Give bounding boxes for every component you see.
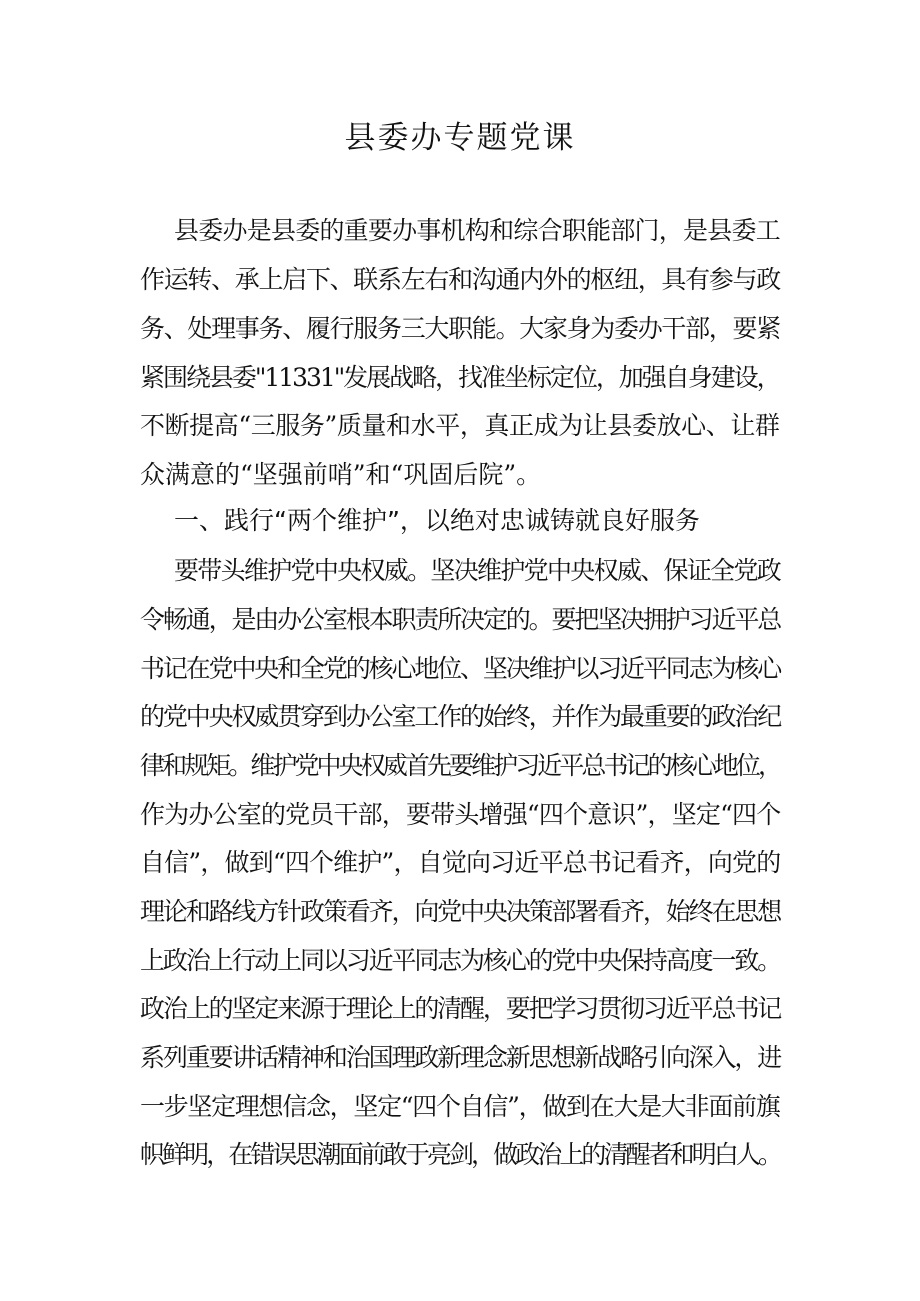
paragraph-2-line: 一步坚定理想信念，坚定“四个自信”，做到在大是大非面前旗 — [140, 1092, 780, 1121]
paragraph-2-line: 系列重要讲话精神和治国理政新理念新思想新战略引向深入，进 — [140, 1043, 781, 1072]
paragraph-1-line: 众满意的“坚强前哨”和“巩固后院”。 — [140, 460, 542, 489]
section-heading: 一、践行“两个维护”，以绝对忠诚铸就良好服务 — [174, 506, 700, 535]
paragraph-2-line: 自信”，做到“四个维护”，自觉向习近平总书记看齐，向党的 — [140, 848, 781, 877]
paragraph-2-line: 要带头维护党中央权威。坚决维护党中央权威、保证全党政 — [174, 556, 781, 585]
page-title: 县委办专题党课 — [344, 120, 576, 156]
paragraph-1-line: 紧围绕县委"11331"发展战略，找准坐标定位，加强自身建设， — [140, 363, 780, 392]
paragraph-2-line: 的党中央权威贯穿到办公室工作的始终，并作为最重要的政治纪 — [140, 702, 781, 731]
paragraph-2-line: 上政治上行动上同以习近平同志为核心的党中央保持高度一致。 — [140, 946, 781, 975]
paragraph-1-line: 务、处理事务、履行服务三大职能。大家身为委办干部，要紧 — [140, 314, 780, 343]
paragraph-1-line: 作运转、承上启下、联系左右和沟通内外的枢纽，具有参与政 — [140, 265, 780, 294]
paragraph-2-line: 令畅通，是由办公室根本职责所决定的。要把坚决拥护习近平总 — [140, 605, 781, 634]
paragraph-2-line: 律和规矩。维护党中央权威首先要维护习近平总书记的核心地位， — [140, 751, 781, 780]
paragraph-2-line: 作为办公室的党员干部，要带头增强“四个意识”，坚定“四个 — [140, 800, 781, 829]
paragraph-2-line: 帜鲜明，在错误思潮面前敢于亮剑，做政治上的清醒者和明白人。 — [140, 1140, 781, 1169]
paragraph-2-line: 政治上的坚定来源于理论上的清醒，要把学习贯彻习近平总书记 — [140, 994, 781, 1023]
paragraph-2-line: 理论和路线方针政策看齐，向党中央决策部署看齐，始终在思想 — [140, 897, 781, 926]
paragraph-1-line: 不断提高“三服务”质量和水平，真正成为让县委放心、让群 — [140, 411, 780, 440]
paragraph-2-line: 书记在党中央和全党的核心地位、坚决维护以习近平同志为核心 — [140, 654, 781, 683]
paragraph-1-line: 县委办是县委的重要办事机构和综合职能部门，是县委工 — [174, 216, 781, 245]
